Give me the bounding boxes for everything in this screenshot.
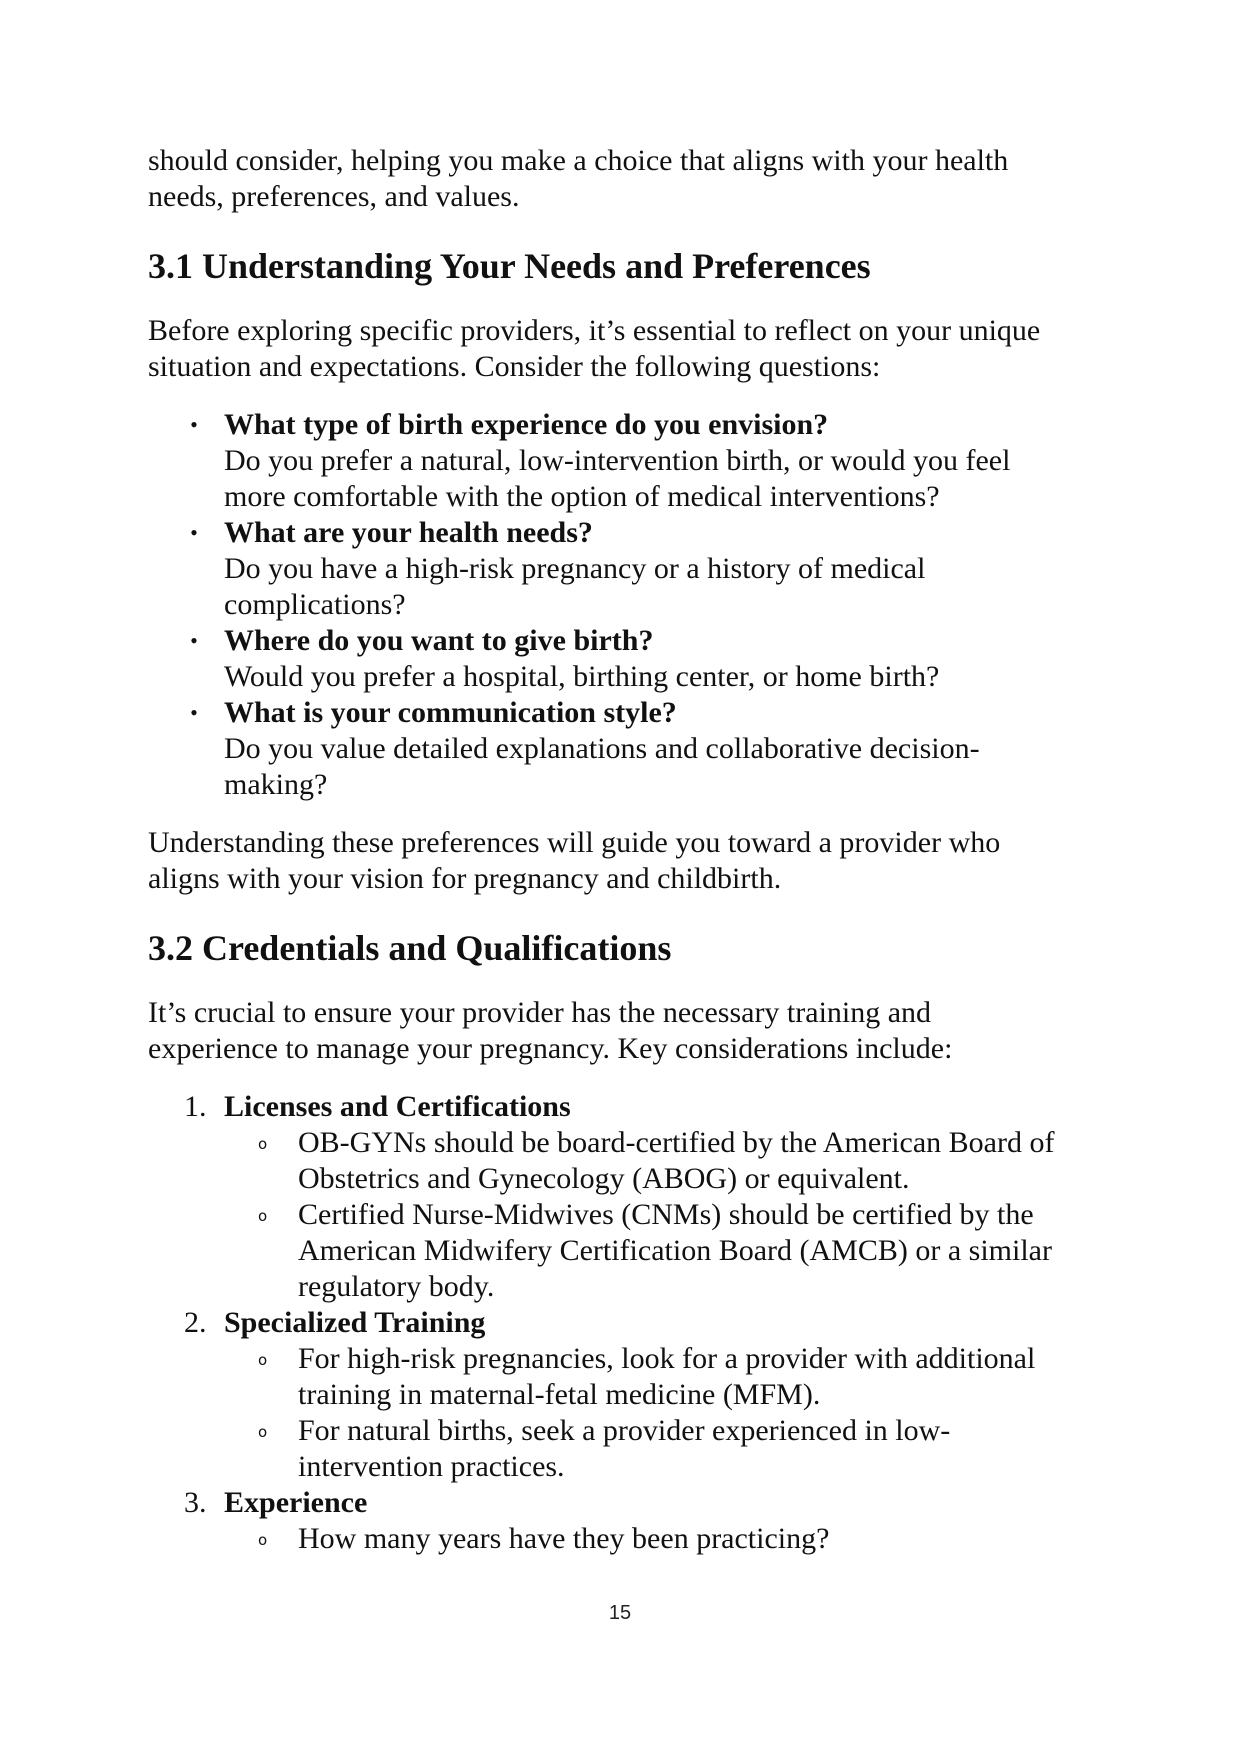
- sub-list-item: [224, 1521, 1108, 1557]
- item-number: 1.: [184, 1090, 207, 1123]
- section-3-1-closing: [148, 825, 1108, 897]
- circle-bullet-icon: o: [258, 1207, 268, 1225]
- point-line: For natural births, seek a provider experienced in low-: [298, 1414, 951, 1447]
- closing-line-1: Understanding these preferences will guide you toward a provider who: [148, 826, 1001, 859]
- questions-list: [148, 407, 1108, 803]
- circle-bullet-icon: o: [258, 1135, 268, 1153]
- list-item: [148, 623, 1108, 695]
- sub-list-item: [224, 1341, 1108, 1413]
- item-title: Licenses and Certifications: [224, 1090, 571, 1123]
- sub-list: [224, 1521, 1108, 1557]
- section-3-1-intro-line-2: situation and expectations. Consider the following questions:: [148, 350, 881, 383]
- bullet-icon: •: [190, 628, 198, 653]
- sub-list-item: [224, 1413, 1108, 1485]
- list-item: [148, 1485, 1108, 1557]
- point-line: How many years have they been practicing?: [298, 1522, 830, 1555]
- list-item: [148, 1305, 1108, 1485]
- point-line: OB-GYNs should be board-certified by the American Board of: [298, 1126, 1055, 1159]
- list-item: [148, 1089, 1108, 1305]
- answer-line: more comfortable with the option of medical interventions?: [224, 480, 940, 513]
- point-line: American Midwifery Certification Board (AMCB) or a similar: [298, 1234, 1052, 1267]
- intro-line-2: needs, preferences, and values.: [148, 180, 520, 213]
- section-3-1-intro-line-1: Before exploring specific providers, it’s essential to reflect on your unique: [148, 314, 1041, 347]
- item-title: Experience: [224, 1486, 368, 1519]
- circle-bullet-icon: o: [258, 1423, 268, 1441]
- question-text: What type of birth experience do you envision?: [224, 408, 829, 441]
- list-item: [148, 695, 1108, 803]
- item-number: 2.: [184, 1306, 207, 1339]
- answer-line: Would you prefer a hospital, birthing center, or home birth?: [224, 660, 940, 693]
- answer-line: complications?: [224, 588, 406, 621]
- item-number: 3.: [184, 1486, 207, 1519]
- point-line: For high-risk pregnancies, look for a provider with additional: [298, 1342, 1036, 1375]
- section-3-1-intro: [148, 313, 1108, 385]
- point-line: regulatory body.: [298, 1270, 495, 1303]
- sub-list: [224, 1125, 1108, 1305]
- bullet-icon: •: [190, 700, 198, 725]
- sub-list: [224, 1341, 1108, 1485]
- section-3-2-intro: [148, 995, 1108, 1067]
- section-3-2-heading: 3.2 Credentials and Qualifications: [148, 928, 672, 968]
- question-text: What are your health needs?: [224, 516, 593, 549]
- considerations-list: [148, 1089, 1108, 1557]
- intro-paragraph: [148, 143, 1108, 215]
- intro-line-1: should consider, helping you make a choice that aligns with your health: [148, 144, 1009, 177]
- item-title: Specialized Training: [224, 1306, 486, 1339]
- point-line: Obstetrics and Gynecology (ABOG) or equivalent.: [298, 1162, 910, 1195]
- closing-line-2: aligns with your vision for pregnancy and childbirth.: [148, 862, 782, 895]
- point-line: Certified Nurse-Midwives (CNMs) should be certified by the: [298, 1198, 1034, 1231]
- list-item: [148, 407, 1108, 515]
- sub-list-item: [224, 1125, 1108, 1197]
- page-number: 15: [608, 1602, 632, 1624]
- answer-line: making?: [224, 768, 328, 801]
- circle-bullet-icon: o: [258, 1531, 268, 1549]
- section-3-1-heading: 3.1 Understanding Your Needs and Preferences: [148, 246, 871, 286]
- question-text: Where do you want to give birth?: [224, 624, 654, 657]
- section-3-2-intro-line-2: experience to manage your pregnancy. Key considerations include:: [148, 1032, 953, 1065]
- list-item: [148, 515, 1108, 623]
- answer-line: Do you prefer a natural, low-intervention birth, or would you feel: [224, 444, 1011, 477]
- answer-line: Do you value detailed explanations and collaborative decision-: [224, 732, 980, 765]
- bullet-icon: •: [190, 520, 198, 545]
- point-line: intervention practices.: [298, 1450, 565, 1483]
- answer-line: Do you have a high-risk pregnancy or a history of medical: [224, 552, 926, 585]
- section-3-2-intro-line-1: It’s crucial to ensure your provider has the necessary training and: [148, 996, 932, 1029]
- question-text: What is your communication style?: [224, 696, 677, 729]
- bullet-icon: •: [190, 412, 198, 437]
- document-page: [148, 143, 1108, 1557]
- point-line: training in maternal-fetal medicine (MFM).: [298, 1378, 821, 1411]
- circle-bullet-icon: o: [258, 1351, 268, 1369]
- sub-list-item: [224, 1197, 1108, 1305]
